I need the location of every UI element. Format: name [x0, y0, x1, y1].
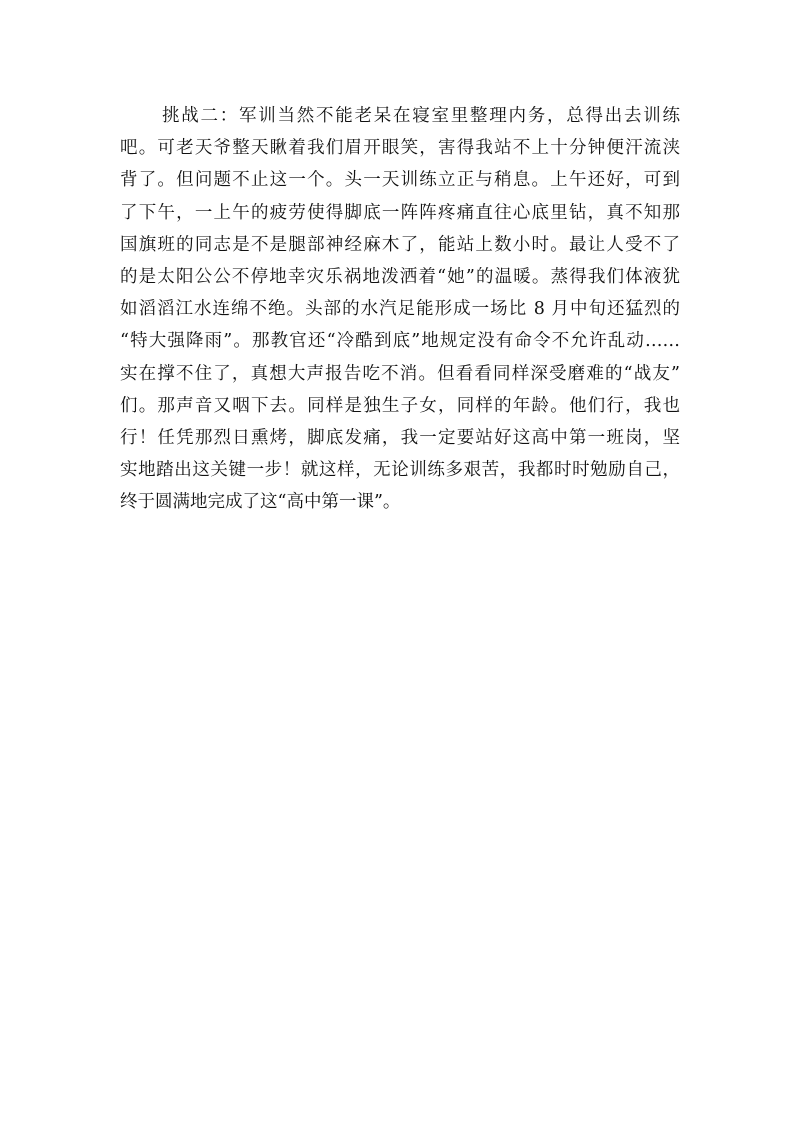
paragraph-line-12: 实地踏出这关键一步！就这样，无论训练多艰苦，我都时时勉励自己，	[120, 460, 680, 481]
essay-paragraph	[120, 100, 680, 518]
paragraph-line-11: 行！任凭那烈日熏烤，脚底发痛，我一定要站好这高中第一班岗，坚	[120, 427, 680, 448]
paragraph-line-1: 挑战二：军训当然不能老呆在寝室里整理内务，总得出去训练	[162, 106, 680, 126]
paragraph-line-4: 了下午，一上午的疲劳使得脚底一阵阵疼痛直往心底里钻，真不知那	[120, 202, 680, 223]
paragraph-line-2: 吧。可老天爷整天瞅着我们眉开眼笑，害得我站不上十分钟便汗流浃	[120, 138, 680, 159]
paragraph-line-6: 的是太阳公公不停地幸灾乐祸地泼洒着“她”的温暖。蒸得我们体液犹	[120, 266, 680, 287]
paragraph-line-3: 背了。但问题不止这一个。头一天训练立正与稍息。上午还好，可到	[120, 170, 680, 191]
paragraph-line-10: 们。那声音又咽下去。同样是独生子女，同样的年龄。他们行，我也	[120, 395, 680, 416]
paragraph-line-9: 实在撑不住了，真想大声报告吃不消。但看看同样深受磨难的“战友”	[120, 363, 680, 384]
paragraph-line-5: 国旗班的同志是不是腿部神经麻木了，能站上数小时。最让人受不了	[120, 234, 680, 255]
paragraph-line-8: “特大强降雨”。那教官还“冷酷到底”地规定没有命令不允许乱动……	[120, 331, 680, 352]
paragraph-line-13: 终于圆满地完成了这“高中第一课”。	[120, 492, 401, 513]
paragraph-line-7: 如滔滔江水连绵不绝。头部的水汽足能形成一场比 8 月中旬还猛烈的	[120, 299, 680, 320]
